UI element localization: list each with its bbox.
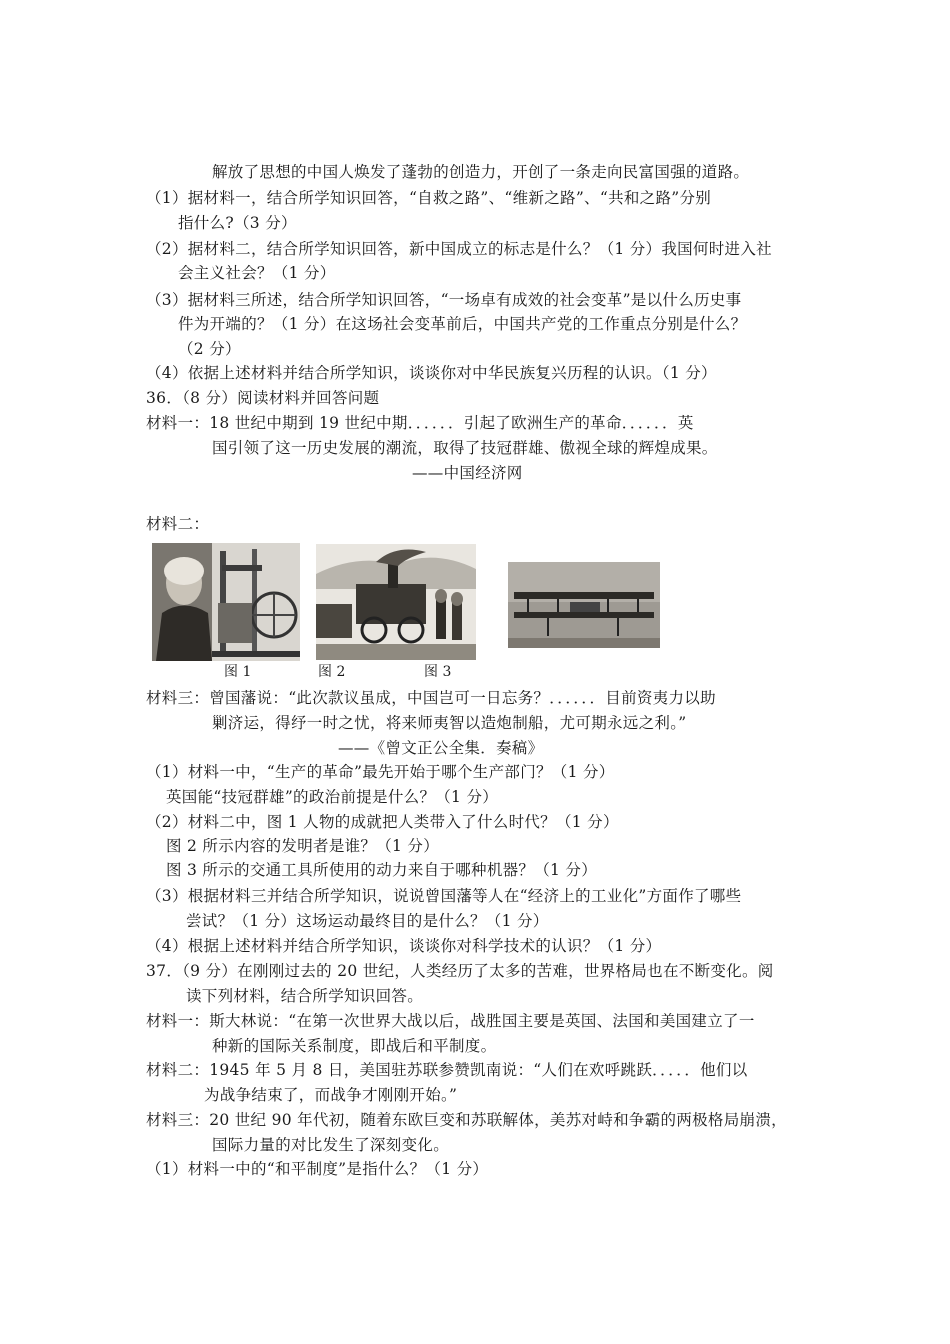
figure3-caption: 图 3: [424, 664, 452, 680]
s36-q1-line2: 英国能“技冠群雄”的政治前提是什么？（1 分）: [166, 788, 499, 806]
s36-q2-line1: （2）材料二中，图 1 人物的成就把人类带入了什么时代？（1 分）: [146, 813, 619, 831]
s37-m1-line2: 种新的国际关系制度，即战后和平制度。: [212, 1037, 497, 1055]
s35-q2-line1: （2）据材料二，结合所学知识回答，新中国成立的标志是什么？（1 分）我国何时进入社: [146, 240, 772, 258]
s37-m1-line1: 材料一：斯大林说：“在第一次世界大战以后，战胜国主要是英国、法国和美国建立了一: [146, 1012, 755, 1030]
s36-m1-line2: 国引领了这一历史发展的潮流，取得了技冠群雄、傲视全球的辉煌成果。: [212, 439, 718, 457]
s36-q4: （4）根据上述材料并结合所学知识，谈谈你对科学技术的认识？（1 分）: [146, 937, 662, 955]
s35-q2-line2: 会主义社会？（1 分）: [178, 264, 336, 282]
s36-m3-line2: 剿济运，得纾一时之忧，将来师夷智以造炮制船，尤可期永远之利。”: [212, 714, 687, 732]
s35-q4: （4）依据上述材料并结合所学知识，谈谈你对中华民族复兴历程的认识。（1 分）: [146, 364, 717, 382]
s37-m3-line2: 国际力量的对比发生了深刻变化。: [212, 1136, 450, 1154]
s35-q1-line2: 指什么?（3 分）: [178, 214, 297, 232]
s35-q3-line3: （2 分）: [178, 340, 241, 358]
s37-m2-line2: 为战争结束了，而战争才刚刚开始。”: [204, 1086, 458, 1104]
figure1-watt-steam-engine-image: [152, 543, 300, 661]
s35-q1-line1: （1）据材料一，结合所学知识回答，“自救之路”、“维新之路”、“共和之路”分别: [146, 189, 712, 207]
s37-m3-line1: 材料三：20 世纪 90 年代初，随着东欧巨变和苏联解体，美苏对峙和争霸的两极格局崩溃，: [146, 1111, 787, 1129]
s37-q1: （1）材料一中的“和平制度”是指什么？（1 分）: [146, 1160, 489, 1178]
s37-m2-line1: 材料二：1945 年 5 月 8 日，美国驻苏联参赞凯南说：“人们在欢呼跳跃．．．．．他们以: [146, 1061, 748, 1079]
s37-heading-line2: 读下列材料，结合所学知识回答。: [186, 987, 424, 1005]
figure2-locomotive-image: [316, 544, 476, 660]
s36-q1-line1: （1）材料一中，“生产的革命”最先开始于哪个生产部门？（1 分）: [146, 763, 615, 781]
s37-heading-line1: 37．（9 分）在刚刚过去的 20 世纪，人类经历了太多的苦难，世界格局也在不断变化。阅: [146, 962, 774, 980]
s36-heading: 36．（8 分）阅读材料并回答问题: [146, 389, 380, 407]
figure2-caption: 图 2: [318, 664, 346, 680]
figure1-caption: 图 1: [224, 664, 252, 680]
s36-q3-line2: 尝试？（1 分）这场运动最终目的是什么？（1 分）: [186, 912, 549, 930]
s35-q3-line1: （3）据材料三所述，结合所学知识回答，“一场卓有成效的社会变革”是以什么历史事: [146, 291, 742, 309]
figure3-airplane-image: [508, 562, 660, 648]
s35-q3-line2: 件为开端的？（1 分）在这场社会变革前后，中国共产党的工作重点分别是什么？: [178, 315, 747, 333]
s36-m2-label: 材料二：: [146, 515, 210, 533]
s36-m3-line1: 材料三：曾国藩说：“此次款议虽成，中国岂可一日忘务？．．．．．．目前资夷力以助: [146, 689, 716, 707]
s35-intro-tail: 解放了思想的中国人焕发了蓬勃的创造力，开创了一条走向民富国强的道路。: [212, 163, 750, 181]
s36-q2-line2: 图 2 所示内容的发明者是谁？（1 分）: [166, 837, 440, 855]
s36-m1-source: ——中国经济网: [412, 464, 523, 482]
s36-q3-line1: （3）根据材料三并结合所学知识，说说曾国藩等人在“经济上的工业化”方面作了哪些: [146, 887, 742, 905]
s36-m1-line1: 材料一：18 世纪中期到 19 世纪中期．．．．．．引起了欧洲生产的革命．．．．．．英: [146, 414, 694, 432]
s36-m3-source: ——《曾文正公全集．奏稿》: [338, 739, 544, 757]
s36-q2-line3: 图 3 所示的交通工具所使用的动力来自于哪种机器？（1 分）: [166, 861, 598, 879]
